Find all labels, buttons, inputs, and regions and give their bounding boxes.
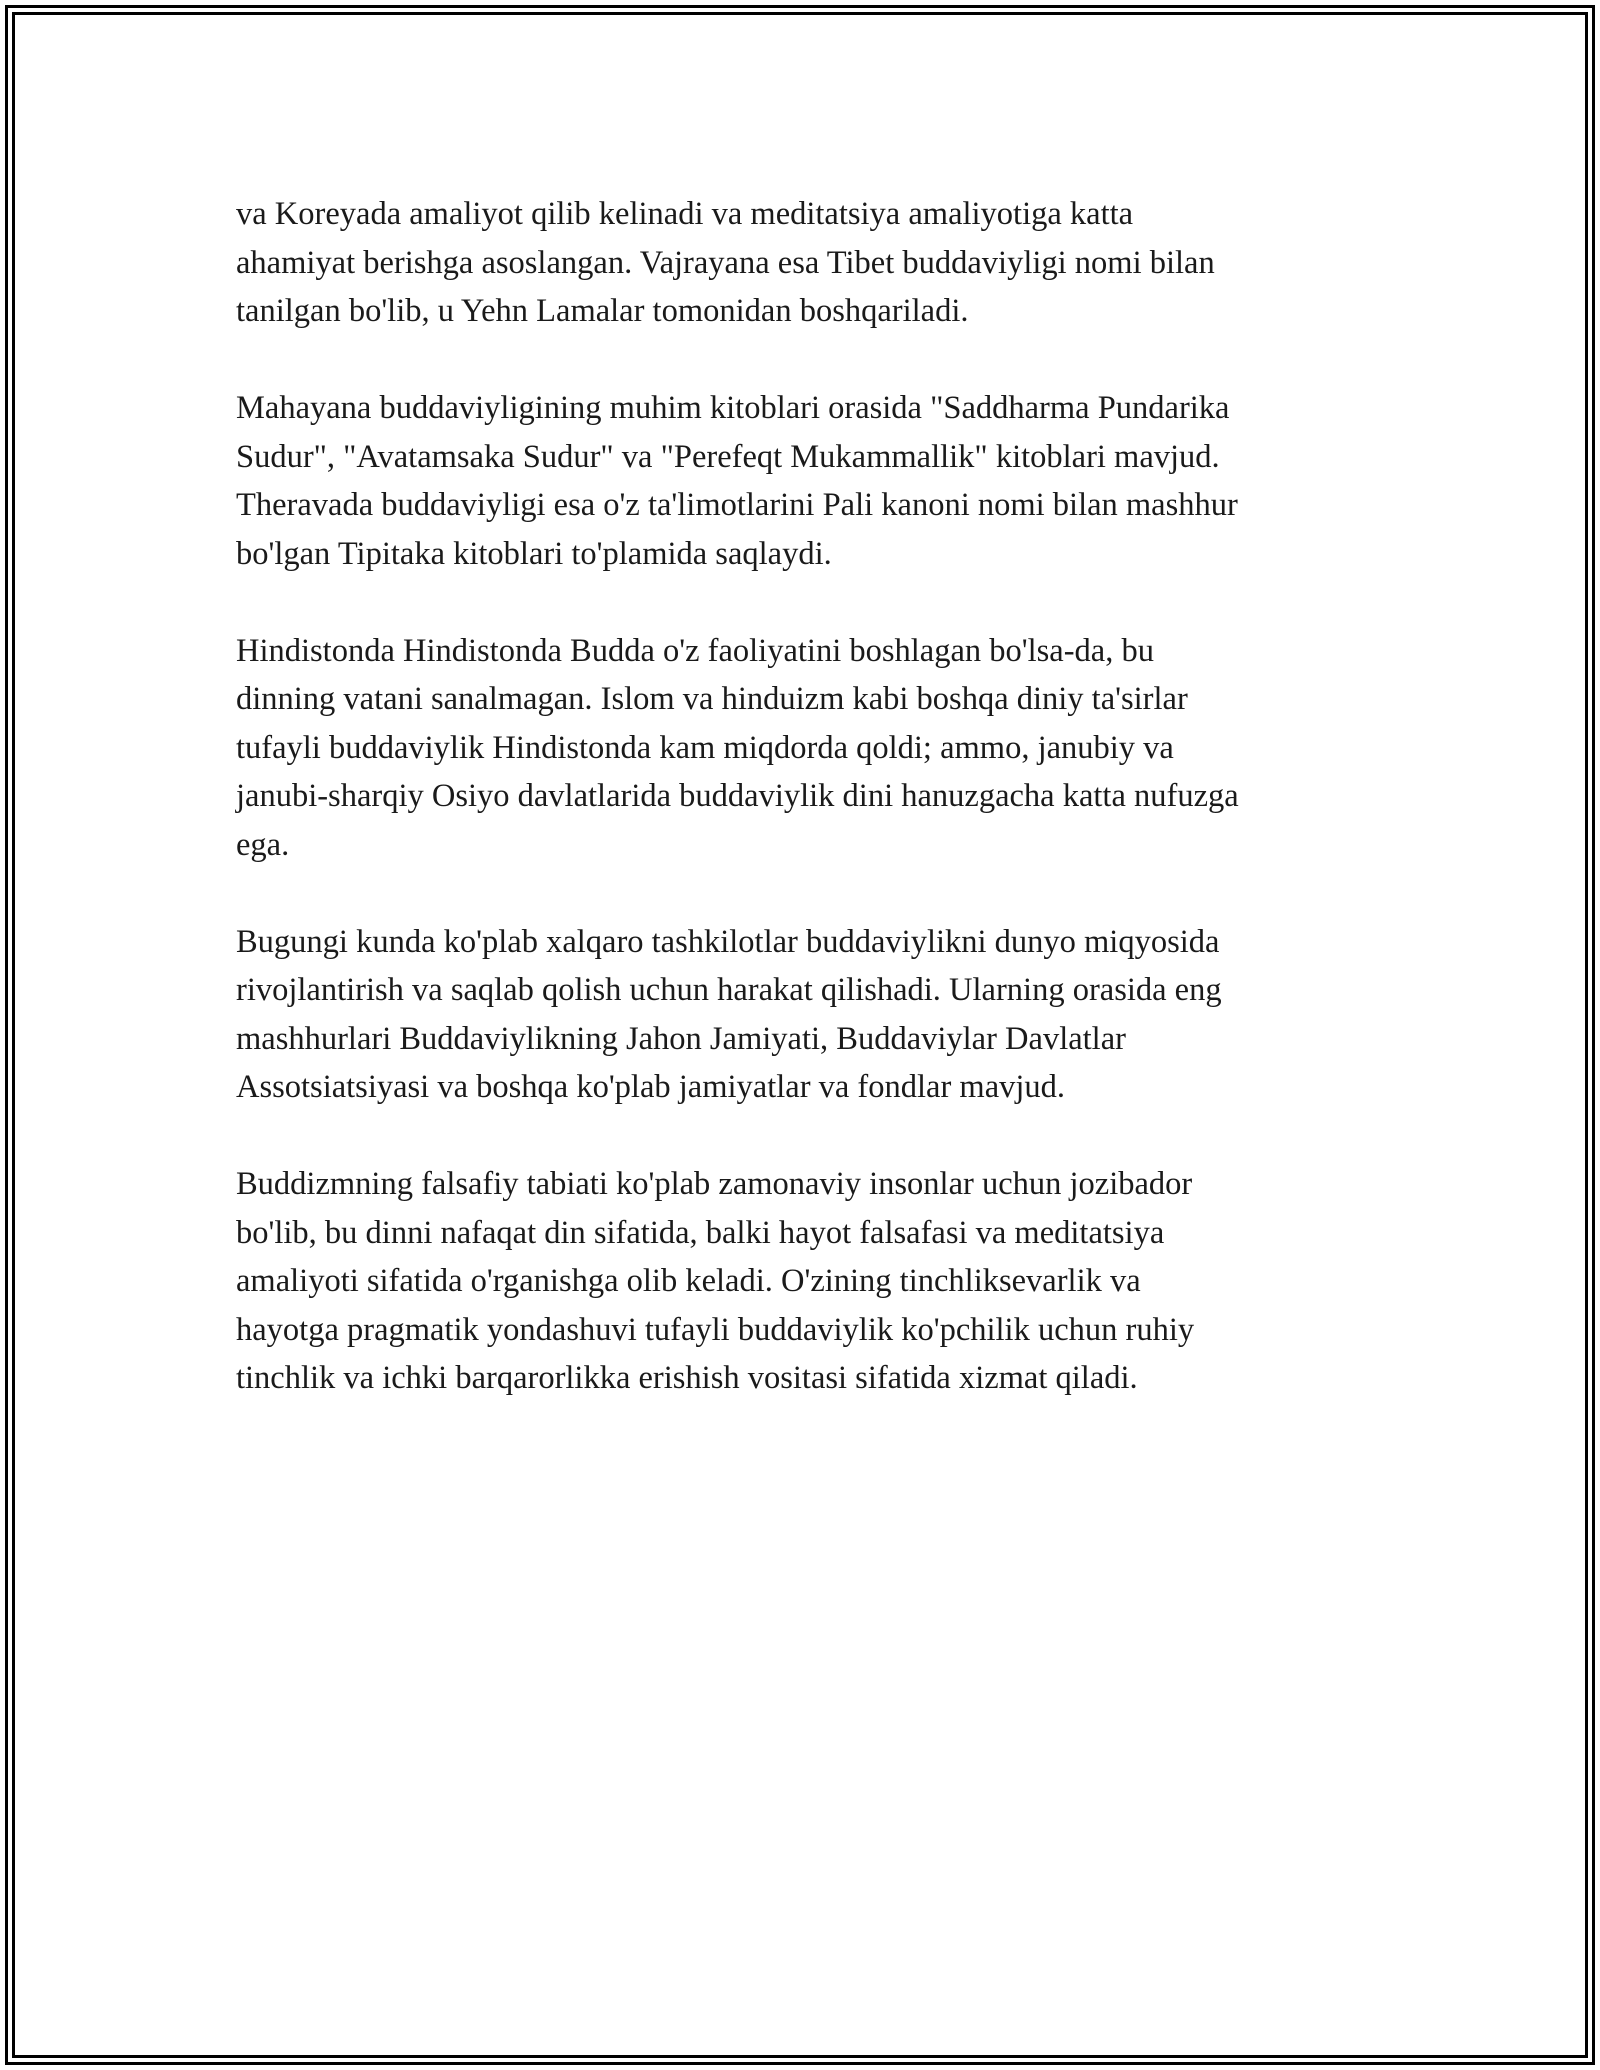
paragraph-4: Bugungi kunda ko'plab xalqaro tashkilotlar buddaviylikni dunyo miqyosida rivojlantirish va saqlab qolish uchun harakat qilishadi. Ularning orasida eng mashhurlari Buddaviylikning Jahon Jamiyati, Buddaviylar Davlatlar Assotsiatsiyasi va boshqa ko'plab jamiyatlar va fondlar mavjud.: [236, 923, 1222, 1105]
paragraph-3: Hindistonda Hindistonda Budda o'z faoliyatini boshlagan bo'lsa-da, bu dinning vatani sanalmagan. Islom va hinduizm kabi boshqa diniy ta'sirlar tufayli buddaviylik Hindistonda kam miqdorda qoldi; ammo, janubiy va janubi-sharqiy Osiyo davlatlarida buddaviylik dini hanuzgacha katta nufuzga ega.: [236, 632, 1239, 863]
paragraph-2: Mahayana buddaviyligining muhim kitoblari orasida "Saddharma Pundarika Sudur", "Avatamsaka Sudur" va "Perefeqt Mukammallik" kitoblari mavjud. Theravada buddaviyligi esa o'z ta'limotlarini Pali kanoni nomi bilan mashhur bo'lgan Tipitaka kitoblari to'plamida saqlaydi.: [236, 390, 1238, 572]
paragraph-5: Buddizmning falsafiy tabiati ko'plab zamonaviy insonlar uchun jozibador bo'lib, bu dinni nafaqat din sifatida, balki hayot falsafasi va meditatsiya amaliyoti sifatida o'rganishga olib keladi. O'zining tinchliksevarlik va hayotga pragmatik yondashuvi tufayli buddaviylik ko'pchilik uchun ruhiy tinchlik va ichki barqarorlikka erishish vositasi sifatida xizmat qiladi.: [236, 1166, 1195, 1396]
document-body: [236, 190, 1376, 1451]
paragraph-1: va Koreyada amaliyot qilib kelinadi va meditatsiya amaliyotiga katta ahamiyat berishga asoslangan. Vajrayana esa Tibet buddaviyligi nomi bilan tanilgan bo'lib, u Yehn Lamalar tomonidan boshqariladi.: [236, 196, 1215, 329]
